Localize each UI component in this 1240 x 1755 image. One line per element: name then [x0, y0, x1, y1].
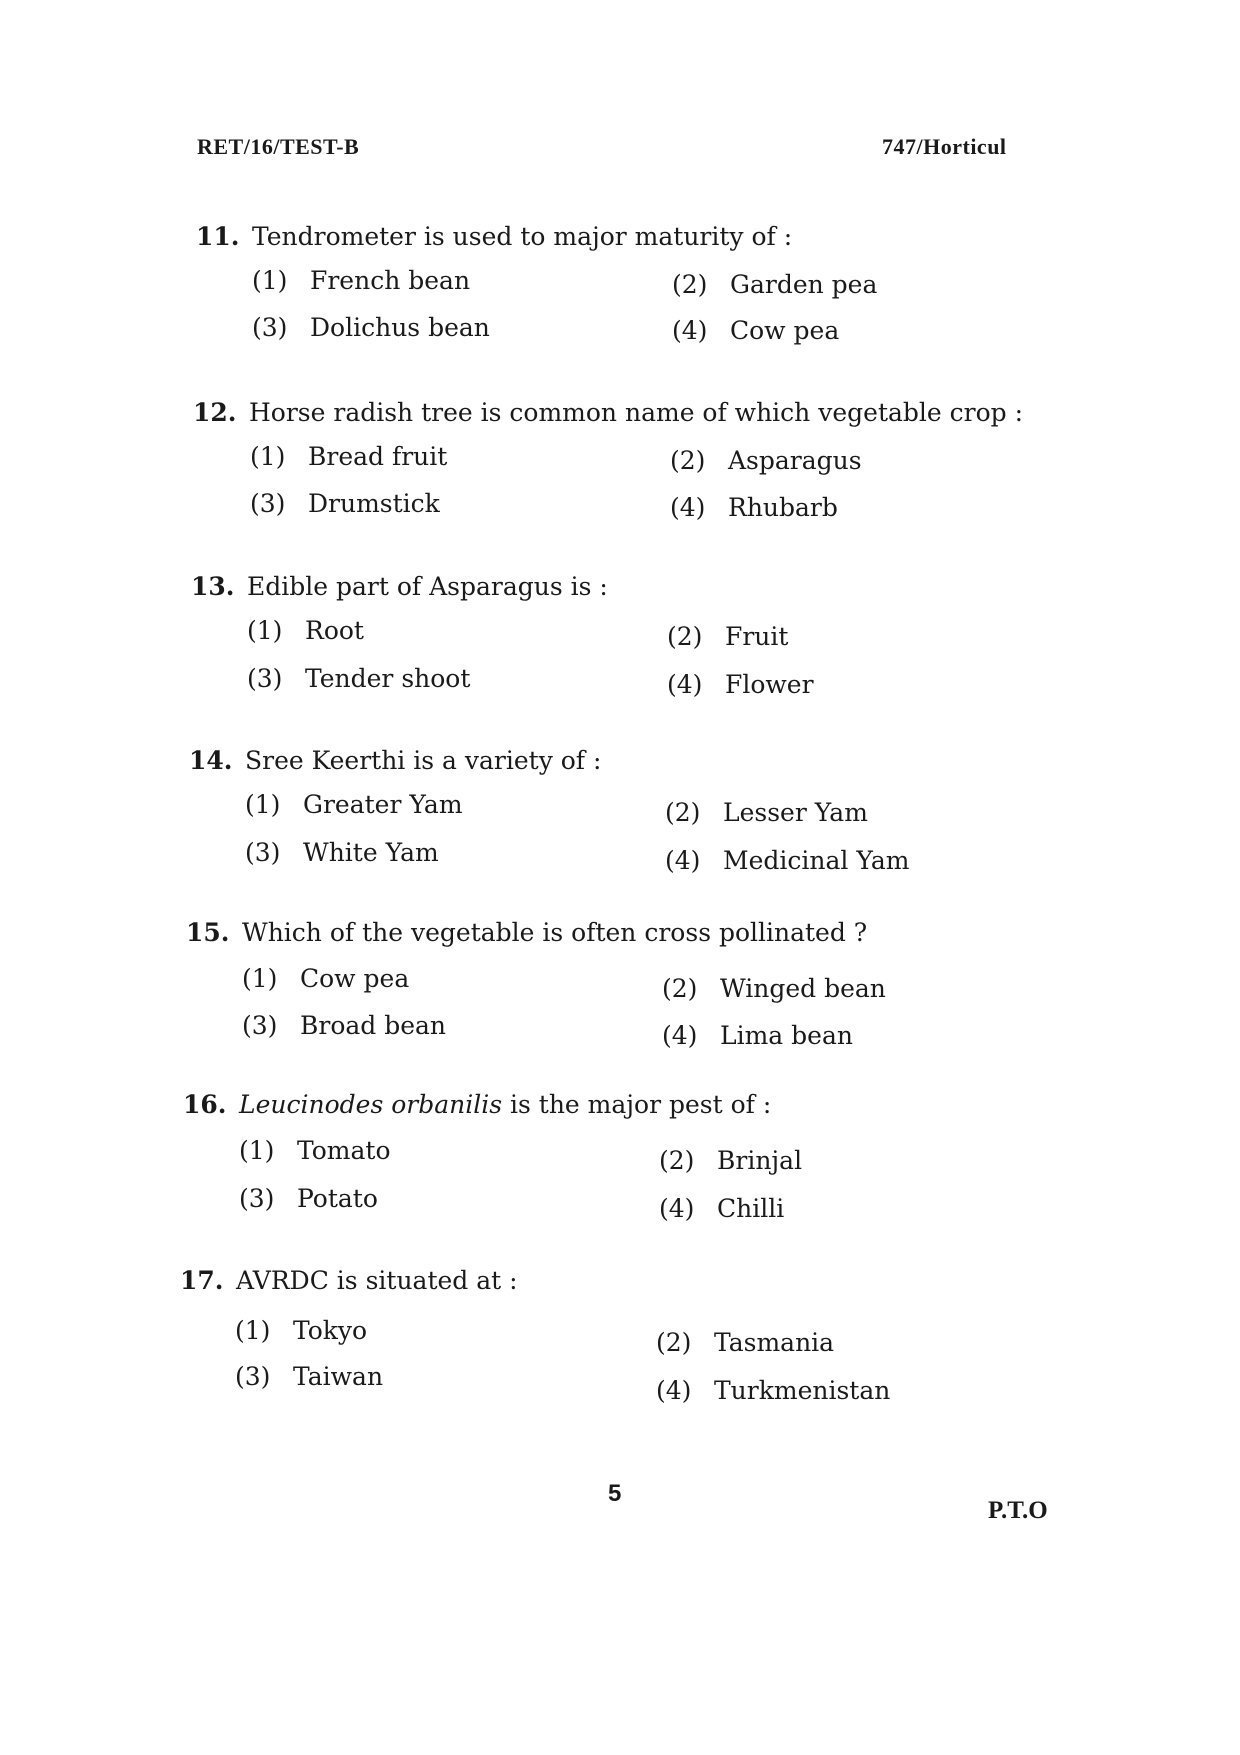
option-1: (1) Tomato — [239, 1136, 391, 1165]
question-15 — [0, 918, 1240, 1078]
option-2: (2) Lesser Yam — [665, 798, 868, 827]
option-1: (1) Greater Yam — [245, 790, 463, 819]
option-2: (2) Brinjal — [659, 1146, 803, 1175]
pto-label: P.T.O — [988, 1497, 1048, 1524]
question-text: Which of the vegetable is often cross pollinated ? — [242, 918, 868, 947]
option-1: (1) Tokyo — [235, 1316, 368, 1345]
option-4: (4) Medicinal Yam — [665, 846, 910, 875]
question-number: 16. — [183, 1090, 227, 1119]
question-number: 13. — [191, 572, 235, 601]
question-11 — [0, 222, 1240, 382]
paper-code: RET/16/TEST-B — [197, 134, 360, 159]
option-4: (4) Lima bean — [662, 1021, 853, 1050]
option-1: (1) Root — [247, 616, 364, 645]
option-2: (2) Garden pea — [672, 270, 878, 299]
question-text: Horse radish tree is common name of which vegetable crop : — [249, 398, 1024, 427]
question-text: Sree Keerthi is a variety of : — [245, 746, 602, 775]
question-text: is the major pest of : — [510, 1090, 772, 1119]
question-number: 12. — [193, 398, 237, 427]
option-1: (1) Cow pea — [242, 964, 410, 993]
question-14 — [0, 746, 1240, 906]
option-4: (4) Rhubarb — [670, 493, 838, 522]
option-2: (2) Tasmania — [656, 1328, 835, 1357]
option-3: (3) Tender shoot — [247, 664, 471, 693]
option-3: (3) White Yam — [245, 838, 439, 867]
question-number: 15. — [186, 918, 230, 947]
question-text: AVRDC is situated at : — [236, 1266, 518, 1295]
species-name: Leucinodes orbanilis — [239, 1090, 503, 1119]
option-3: (3) Taiwan — [235, 1362, 384, 1391]
option-2: (2) Asparagus — [670, 446, 862, 475]
question-13 — [0, 572, 1240, 732]
question-number: 17. — [180, 1266, 224, 1295]
question-16 — [0, 1090, 1240, 1250]
question-number: 11. — [196, 222, 240, 251]
option-4: (4) Turkmenistan — [656, 1376, 891, 1405]
page-number: 5 — [608, 1480, 622, 1507]
question-12 — [0, 398, 1240, 558]
option-4: (4) Cow pea — [672, 316, 840, 345]
option-1: (1) French bean — [252, 266, 471, 295]
subject-code: 747/Horticul — [882, 134, 1007, 159]
option-2: (2) Winged bean — [662, 974, 886, 1003]
question-17 — [0, 1266, 1240, 1426]
option-4: (4) Chilli — [659, 1194, 785, 1223]
option-2: (2) Fruit — [667, 622, 789, 651]
question-text: Tendrometer is used to major maturity of : — [252, 222, 793, 251]
option-4: (4) Flower — [667, 670, 814, 699]
question-number: 14. — [189, 746, 233, 775]
option-3: (3) Broad bean — [242, 1011, 447, 1040]
option-1: (1) Bread fruit — [250, 442, 448, 471]
option-3: (3) Potato — [239, 1184, 378, 1213]
option-3: (3) Drumstick — [250, 489, 440, 518]
option-3: (3) Dolichus bean — [252, 313, 490, 342]
question-text: Edible part of Asparagus is : — [247, 572, 608, 601]
